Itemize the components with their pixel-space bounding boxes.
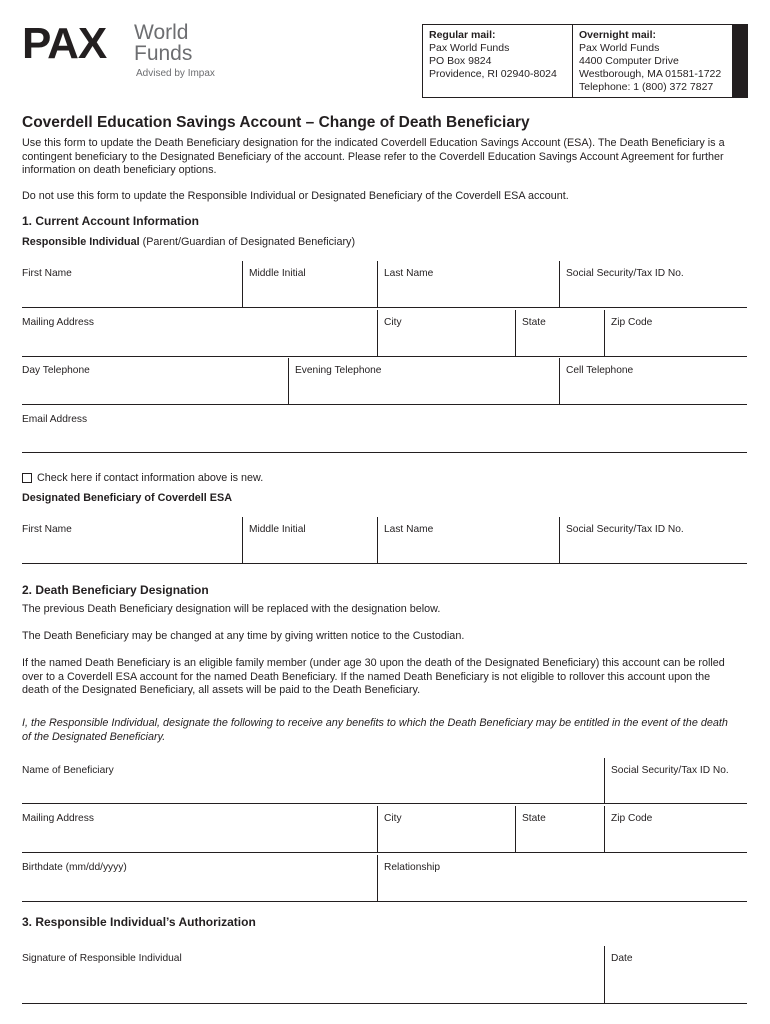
responsible-email-row	[22, 407, 747, 453]
beneficiary-ssn-field[interactable]: Social Security/Tax ID No.	[604, 758, 747, 803]
date-field[interactable]: Date	[604, 946, 747, 1003]
relationship-field[interactable]: Relationship	[377, 855, 747, 901]
last-name-field[interactable]: Last Name	[377, 261, 559, 307]
signature-row	[22, 946, 747, 1004]
designated-middle-initial-field[interactable]: Middle Initial	[242, 517, 377, 563]
state-field[interactable]: State	[515, 310, 604, 356]
designated-last-name-field[interactable]: Last Name	[377, 517, 559, 563]
form-title: Coverdell Education Savings Account – Change of Death Beneficiary	[22, 114, 530, 131]
beneficiary-mailing-address-field[interactable]: Mailing Address	[22, 813, 94, 824]
new-contact-checkbox-label: Check here if contact information above is new.	[37, 472, 264, 484]
section-1-heading: 1. Current Account Information	[22, 214, 199, 228]
intro-warning: Do not use this form to update the Responsible Individual or Designated Beneficiary of the Coverdell ESA account.	[22, 190, 569, 202]
beneficiary-name-row	[22, 758, 747, 804]
beneficiary-address-row	[22, 806, 747, 853]
signature-field[interactable]: Signature of Responsible Individual	[22, 953, 182, 964]
new-contact-checkbox-row[interactable]	[22, 472, 263, 484]
intro-paragraph: Use this form to update the Death Beneficiary designation for the indicated Coverdell Education Savings Account (ESA). The Death Beneficiary is a contingent beneficiary to the Designated Beneficiary of the account. Please refer to the Coverdell Education Savings Account Agreement for further information on death beneficiary options.	[22, 137, 725, 176]
logo-world-funds: World Funds	[134, 21, 193, 65]
zip-code-field[interactable]: Zip Code	[604, 310, 747, 356]
designated-beneficiary-heading: Designated Beneficiary of Coverdell ESA	[22, 492, 233, 504]
pax-world-funds-logo	[22, 20, 222, 82]
designated-ssn-field[interactable]: Social Security/Tax ID No.	[559, 517, 747, 563]
responsible-name-row	[22, 261, 747, 308]
birthdate-field[interactable]: Birthdate (mm/dd/yyyy)	[22, 862, 127, 873]
beneficiary-birth-row	[22, 855, 747, 902]
beneficiary-city-field[interactable]: City	[377, 806, 515, 852]
section-2-para-2: The Death Beneficiary may be changed at any time by giving written notice to the Custodian.	[22, 630, 465, 642]
overnight-mail: Overnight mail: Pax World Funds 4400 Computer Drive Westborough, MA 01581-1722 Telephone: 1 (800) 372 7827	[579, 29, 722, 93]
section-2-designation-statement: I, the Responsible Individual, designate the following to receive any benefits to which the Death Beneficiary may be entitled in the event of the death of the Designated Beneficiary.	[22, 717, 728, 743]
day-telephone-field[interactable]: Day Telephone	[22, 365, 90, 376]
section-3-heading: 3. Responsible Individual’s Authorization	[22, 915, 256, 929]
ssn-field[interactable]: Social Security/Tax ID No.	[559, 261, 747, 307]
responsible-phone-row	[22, 358, 747, 405]
designated-first-name-field[interactable]: First Name	[22, 524, 72, 535]
section-2-para-3: If the named Death Beneficiary is an eligible family member (under age 30 upon the death of the Designated Beneficiary) this account can be rolled over to a Coverdell ESA account for the named Death Beneficiary. If the named Death Beneficiary is not eligible to rollover this account upon the death of the Designated Beneficiary, all assets will be paid to the Death Beneficiary.	[22, 657, 725, 696]
beneficiary-state-field[interactable]: State	[515, 806, 604, 852]
black-bar	[732, 24, 748, 98]
email-address-field[interactable]: Email Address	[22, 414, 88, 425]
beneficiary-zip-code-field[interactable]: Zip Code	[604, 806, 747, 852]
designated-name-row	[22, 517, 747, 564]
middle-initial-field[interactable]: Middle Initial	[242, 261, 377, 307]
section-2-heading: 2. Death Beneficiary Designation	[22, 583, 209, 597]
new-contact-checkbox[interactable]	[22, 473, 32, 483]
cell-telephone-field[interactable]: Cell Telephone	[559, 358, 747, 404]
section-2-para-1: The previous Death Beneficiary designation will be replaced with the designation below.	[22, 603, 441, 615]
responsible-address-row	[22, 310, 747, 357]
beneficiary-name-field[interactable]: Name of Beneficiary	[22, 765, 114, 776]
logo-pax: PAX	[22, 19, 107, 68]
logo-advised: Advised by Impax	[136, 68, 215, 79]
city-field[interactable]: City	[377, 310, 515, 356]
mailing-addresses-box	[422, 24, 748, 98]
responsible-individual-heading: Responsible Individual (Parent/Guardian of Designated Beneficiary)	[22, 236, 356, 248]
mailing-address-field[interactable]: Mailing Address	[22, 317, 94, 328]
first-name-field[interactable]: First Name	[22, 268, 72, 279]
regular-mail: Regular mail: Pax World Funds PO Box 9824 Providence, RI 02940-8024	[423, 25, 573, 97]
evening-telephone-field[interactable]: Evening Telephone	[288, 358, 559, 404]
